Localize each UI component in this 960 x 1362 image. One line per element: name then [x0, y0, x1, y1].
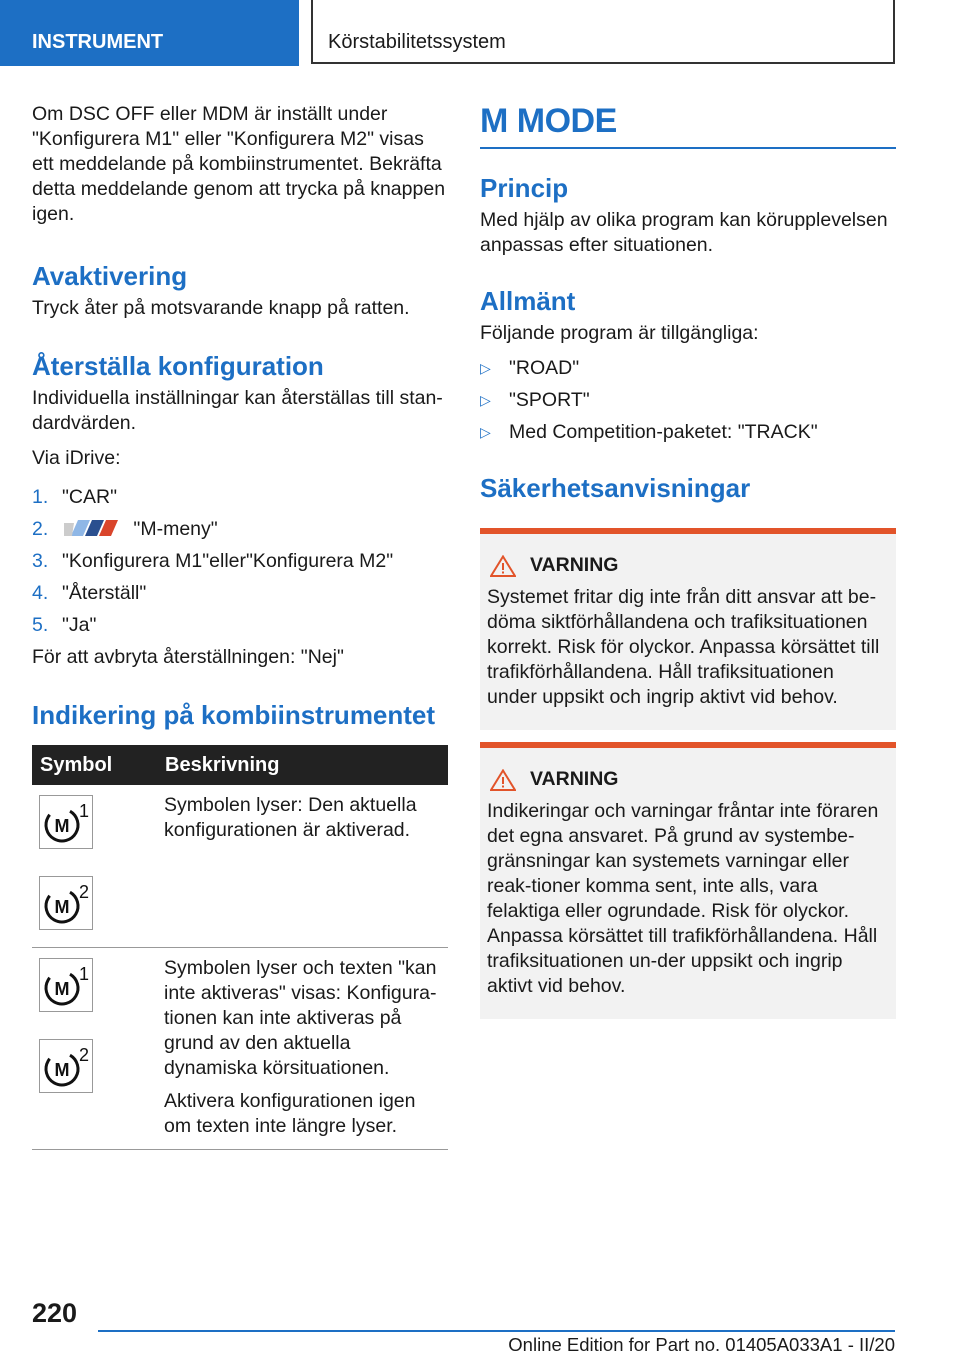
princip-text: Med hjälp av olika program kan körupplevelsen anpassas efter situationen. [480, 209, 888, 256]
m2-icon [39, 1039, 93, 1093]
list-item [480, 420, 896, 445]
reset-heading: Återställa konfiguration [32, 351, 324, 381]
svg-text:2: 2 [78, 882, 90, 902]
reset-steps [32, 485, 448, 638]
avaktivering-text: Tryck åter på motsvarande knapp på ratten. [32, 297, 410, 319]
step-text: "Ja" [62, 614, 97, 636]
program-text: "SPORT" [509, 389, 590, 411]
desc-cell [157, 785, 448, 948]
col-symbol-header: Symbol [32, 745, 157, 785]
page-number: 220 [32, 1298, 78, 1328]
step-text: "Återställ" [62, 582, 147, 604]
svg-text:2: 2 [78, 1045, 90, 1065]
program-text: Med Competition-paketet: "TRACK" [509, 421, 818, 443]
triangle-bullet-icon: ▷ [480, 424, 491, 440]
safety-heading: Säkerhetsanvisningar [480, 473, 751, 503]
col-desc-header: Beskrivning [157, 745, 448, 785]
indication-heading: Indikering på kombiinstrumentet [32, 700, 436, 730]
svg-text:M: M [54, 897, 70, 917]
svg-text:M: M [54, 816, 70, 836]
header-chapter: Körstabilitetssystem [311, 0, 895, 64]
row2-description: Symbolen lyser och texten "kan inte aktiveras" visas: Konfigura-tionen kan inte aktiveras på grund av den aktuella dynamiska körsituationen. [164, 957, 437, 1079]
m-mode-title: M MODE [480, 102, 617, 140]
triangle-bullet-icon: ▷ [480, 392, 491, 408]
princip-heading: Princip [480, 173, 569, 203]
warning-box [480, 742, 896, 1019]
allmant-text: Följande program är tillgängliga: [480, 322, 759, 344]
step-number: 2. [32, 518, 49, 540]
step-number: 1. [32, 486, 49, 508]
warning-text: Systemet fritar dig inte från ditt ansvar att be-döma siktförhållandena och trafiksituationen korrekt. Risk för olyckor. Anpassa körsättet till trafikförhållandena. Håll trafiksituationen under uppsikt och ingrip aktivt vid behov. [487, 586, 880, 708]
step-item [32, 613, 448, 638]
list-item [480, 356, 896, 381]
list-item [480, 388, 896, 413]
step-item [32, 485, 448, 510]
program-list [480, 356, 896, 445]
step-number: 3. [32, 550, 49, 572]
intro-text: Om DSC OFF eller MDM är inställt under "Konfigurera M1" eller "Konfigurera M2" visas ett meddelande på kombiinstrumentet. Bekräfta detta meddelande genom att trycka på knappen igen. [32, 103, 446, 225]
warning-title: VARNING [530, 768, 619, 790]
step-text: "M-meny" [133, 518, 218, 540]
m-stripes-icon [64, 520, 118, 536]
step-text: "CAR" [62, 486, 118, 508]
row2-description-2: Aktivera konfigurationen igen om texten inte längre lyser. [164, 1090, 416, 1137]
symbol-table [32, 745, 448, 1150]
warning-title-row [490, 554, 888, 577]
avaktivering-heading: Avaktivering [32, 261, 188, 291]
desc-cell [157, 948, 448, 1150]
row1-description: Symbolen lyser: Den aktuella konfigurationen är aktiverad. [164, 794, 417, 841]
program-text: "ROAD" [509, 357, 580, 379]
svg-text:1: 1 [78, 801, 90, 821]
triangle-bullet-icon: ▷ [480, 360, 491, 376]
warning-box [480, 528, 896, 730]
cancel-text: För att avbryta återställningen: "Nej" [32, 646, 344, 668]
table-row [32, 785, 448, 948]
header-section: INSTRUMENT [0, 0, 299, 66]
step-item [32, 581, 448, 606]
step-number: 5. [32, 614, 49, 636]
svg-text:1: 1 [78, 964, 90, 984]
reset-text: Individuella inställningar kan återställas till stan-dardvärden. [32, 387, 443, 434]
via-idrive-text: Via iDrive: [32, 447, 121, 469]
left-column [32, 102, 448, 1150]
m1-icon [39, 958, 93, 1012]
footer-divider [98, 1330, 895, 1332]
warning-triangle-icon [490, 555, 516, 577]
svg-text:M: M [54, 979, 70, 999]
table-row [32, 948, 448, 1150]
m1-icon [39, 795, 93, 849]
warning-triangle-icon [490, 769, 516, 791]
edition-text: Online Edition for Part no. 01405A033A1 - II/20 [508, 1334, 895, 1355]
right-column [480, 102, 896, 1019]
step-text: "Konfigurera M1"eller"Konfigurera M2" [62, 550, 394, 572]
warning-title: VARNING [530, 554, 619, 576]
step-item [32, 549, 448, 574]
step-number: 4. [32, 582, 49, 604]
symbol-cell [32, 785, 157, 948]
svg-text:M: M [54, 1060, 70, 1080]
warning-title-row [490, 768, 888, 791]
symbol-cell [32, 948, 157, 1150]
warning-text: Indikeringar och varningar fråntar inte föraren det egna ansvaret. På grund av systembe-gränsningar kan systemets varningar eller reak-tioner komma sent, inte alls, vara felaktiga eller ogrundade. Risk för olyckor. Anpassa körsättet till trafikförhållandena. Håll trafiksituationen un-der uppsikt och ingrip aktivt vid behov. [487, 800, 879, 997]
allmant-heading: Allmänt [480, 286, 576, 316]
m2-icon [39, 876, 93, 930]
step-item [32, 517, 448, 542]
title-divider [480, 147, 896, 149]
